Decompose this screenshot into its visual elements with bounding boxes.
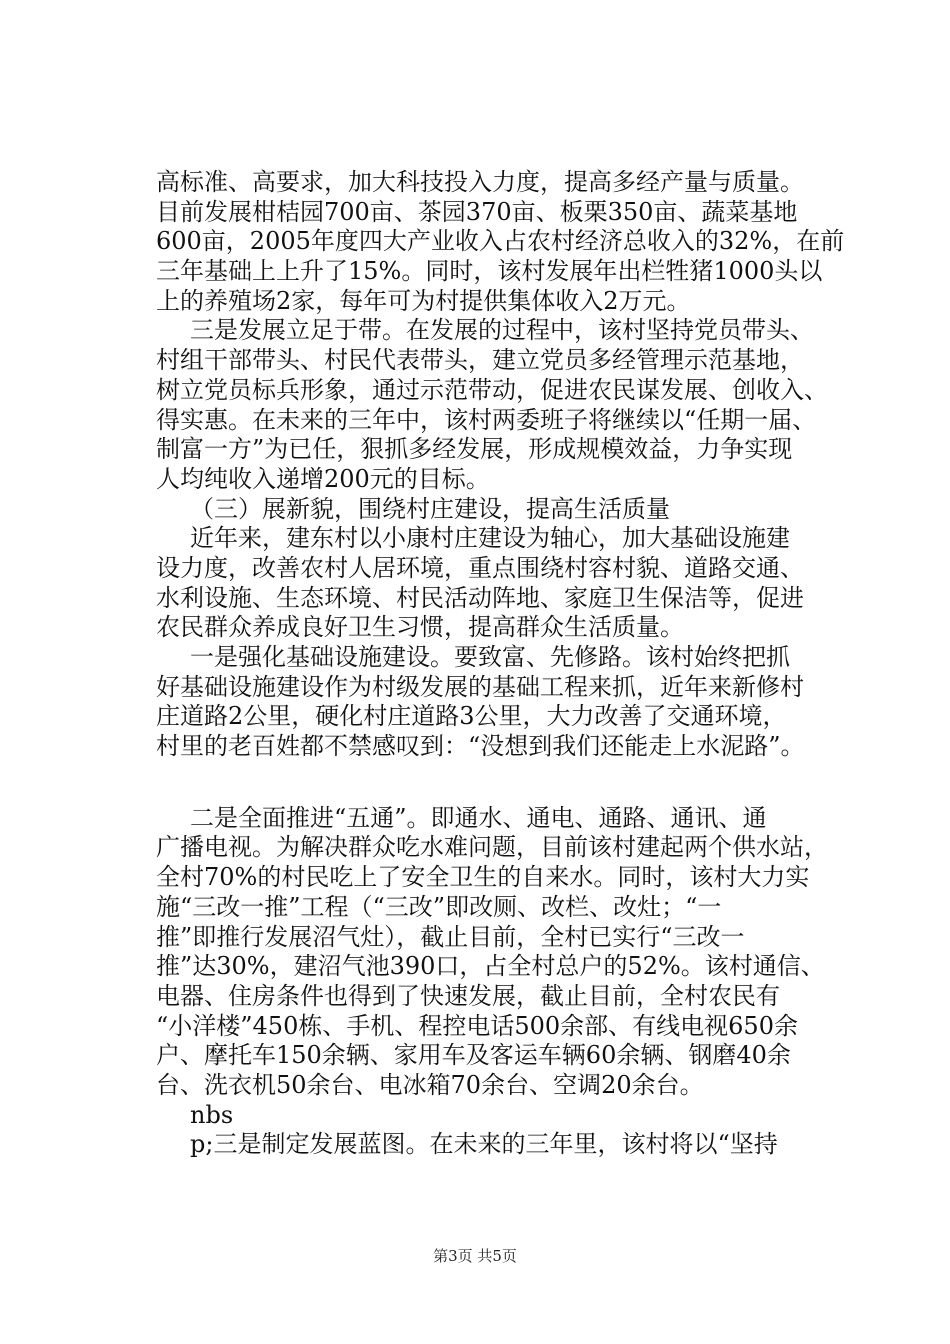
text-line: 高标准、高要求，加大科技投入力度，提高多经产量与质量。 <box>156 168 804 196</box>
text-line: 推”达30%，建沼气池390口，占全村总户的52%。该村通信、 <box>156 952 825 981</box>
text-line: 广播电视。为解决群众吃水难问题，目前该村建起两个供水站， <box>156 833 828 862</box>
page-number-label: 第3页 共5页 <box>433 1247 517 1265</box>
text-line: 上的养殖场2家，每年可为村提供集体收入2万元。 <box>156 286 691 315</box>
text-line: 推”即推行发展沼气灶），截止目前，全村已实行“三改一 <box>156 922 745 951</box>
paragraph-start-line: 近年来，建东村以小康村庄建设为轴心，加大基础设施建 <box>190 524 790 553</box>
text-line: 村里的老百姓都不禁感叹到：“没想到我们还能走上水泥路”。 <box>156 732 805 761</box>
paragraph-start-line: 三是发展立足于带。在发展的过程中，该村坚持党员带头、 <box>190 316 814 345</box>
text-line: 户、摩托车150余辆、家用车及客运车辆60余辆、钢磨40余 <box>156 1041 791 1070</box>
text-line: 得实惠。在未来的三年中，该村两委班子将继续以“任期一届、 <box>156 405 817 434</box>
text-line: 制富一方”为已任，狠抓多经发展，形成规模效益，力争实现 <box>156 435 793 464</box>
paragraph-start-line: p;三是制定发展蓝图。在未来的三年里，该村将以“坚持 <box>190 1130 778 1159</box>
paragraph-start-line: 二是全面推进“五通”。即通水、通电、通路、通讯、通 <box>190 803 767 832</box>
text-line: 电器、住房条件也得到了快速发展，截止目前，全村农民有 <box>156 981 780 1010</box>
text-line: 树立党员标兵形象，通过示范带动，促进农民谋发展、创收入、 <box>156 375 828 404</box>
text-line: 600亩，2005年度四大产业收入占农村经济总收入的32%，在前 <box>156 227 845 256</box>
paragraph-start-line: 一是强化基础设施建设。要致富、先修路。该村始终把抓 <box>190 643 790 671</box>
text-line: 村组干部带头、村民代表带头，建立党员多经管理示范基地， <box>156 346 804 375</box>
text-line: 庄道路2公里，硬化村庄道路3公里，大力改善了交通环境， <box>156 702 787 731</box>
text-line: “小洋楼”450栋、手机、程控电话500余部、有线电视650余 <box>156 1011 798 1040</box>
paragraph-gap <box>156 762 856 804</box>
text-line: 农民群众养成良好卫生习惯，提高群众生活质量。 <box>156 613 684 642</box>
text-line: 好基础设施建设作为村级发展的基础工程来抓，近年来新修村 <box>156 672 804 701</box>
text-line: 目前发展柑桔园700亩、茶园370亩、板栗350亩、蔬菜基地 <box>156 197 798 226</box>
document-body <box>156 168 856 1160</box>
stray-text-line: nbs <box>190 1100 234 1129</box>
text-line: 施“三改一推”工程（“三改”即改厕、改栏、改灶；“一 <box>156 892 722 921</box>
page-footer <box>0 1245 950 1266</box>
section-heading: （三）展新貌，围绕村庄建设，提高生活质量 <box>190 494 670 523</box>
text-line: 全村70%的村民吃上了安全卫生的自来水。同时，该村大力实 <box>156 863 810 892</box>
text-line: 人均纯收入递增200元的目标。 <box>156 464 490 493</box>
text-line: 三年基础上上升了15%。同时，该村发展年出栏牲猪1000头以 <box>156 257 823 286</box>
text-line: 设力度，改善农村人居环境，重点围绕村容村貌、道路交通、 <box>156 553 804 582</box>
text-line: 台、洗衣机50余台、电冰箱70余台、空调20余台。 <box>156 1070 704 1099</box>
text-line: 水利设施、生态环境、村民活动阵地、家庭卫生保洁等，促进 <box>156 583 804 612</box>
